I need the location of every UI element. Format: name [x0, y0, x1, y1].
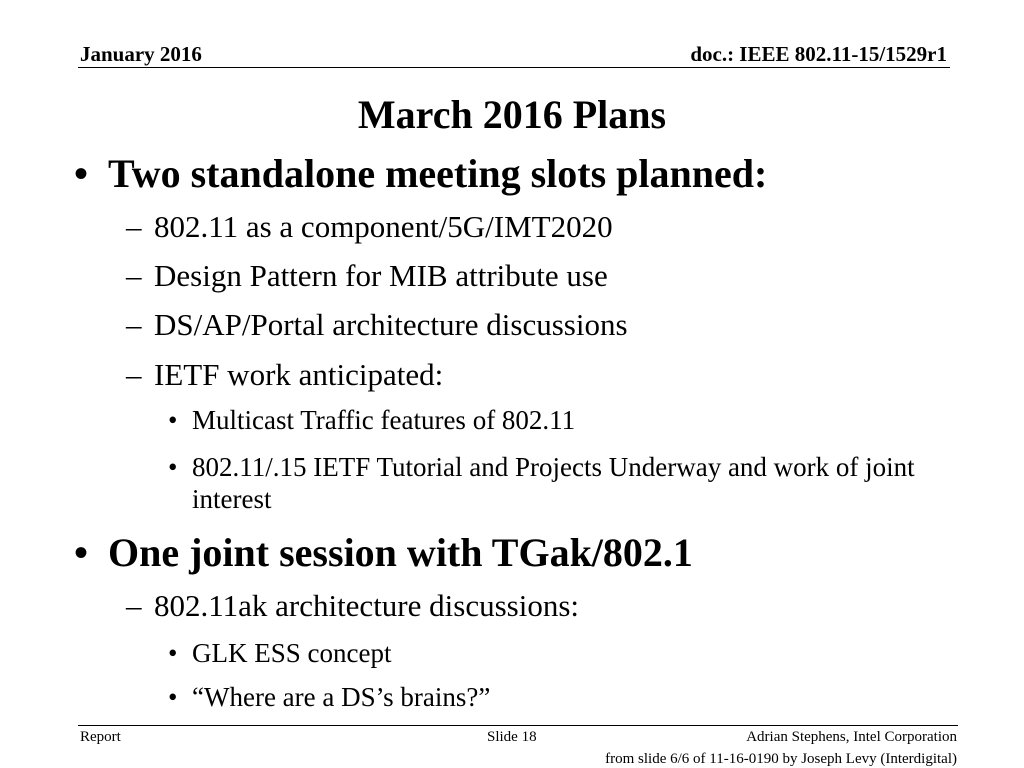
- footer-author: Adrian Stephens, Intel Corporation: [746, 729, 957, 745]
- subbullet-text: DS/AP/Portal architecture discussions: [154, 307, 628, 342]
- bullet-marker: •: [168, 638, 178, 668]
- subsubbullet-text: 802.11/.15 IETF Tutorial and Projects Underway and work of joint interest: [192, 452, 915, 514]
- subsubbullet-text: “Where are a DS’s brains?”: [192, 682, 491, 712]
- footer-source-note: from slide 6/6 of 11-16-0190 by Joseph Levy (Interdigital): [605, 751, 957, 767]
- bullet-text: Two standalone meeting slots planned:: [108, 151, 768, 196]
- bullet-marker: •: [168, 682, 178, 712]
- bullet-text: One joint session with TGak/802.1: [108, 530, 693, 575]
- dash-marker: –: [126, 258, 142, 293]
- dash-marker: –: [126, 307, 142, 342]
- header-date: January 2016: [80, 42, 202, 66]
- bullet-marker: •: [168, 452, 178, 482]
- subbullet-text: 802.11 as a component/5G/IMT2020: [154, 209, 613, 244]
- subbullet-text: IETF work anticipated:: [154, 357, 444, 392]
- footer-divider: [78, 725, 958, 726]
- subsubbullet-text: Multicast Traffic features of 802.11: [192, 405, 576, 435]
- header-divider: [78, 67, 950, 68]
- footer-slide-number: Slide 18: [487, 729, 537, 745]
- bullet-marker: •: [74, 151, 89, 196]
- dash-marker: –: [126, 588, 142, 623]
- bullet-marker: •: [74, 530, 89, 575]
- subsubbullet-text: GLK ESS concept: [192, 638, 392, 668]
- dash-marker: –: [126, 209, 142, 244]
- bullet-marker: •: [168, 405, 178, 435]
- subbullet-text: Design Pattern for MIB attribute use: [154, 258, 608, 293]
- subbullet-text: 802.11ak architecture discussions:: [154, 588, 579, 623]
- header-doc-id: doc.: IEEE 802.11-15/1529r1: [690, 42, 947, 66]
- slide-title: March 2016 Plans: [357, 92, 667, 137]
- dash-marker: –: [126, 357, 142, 392]
- footer-report: Report: [80, 729, 121, 745]
